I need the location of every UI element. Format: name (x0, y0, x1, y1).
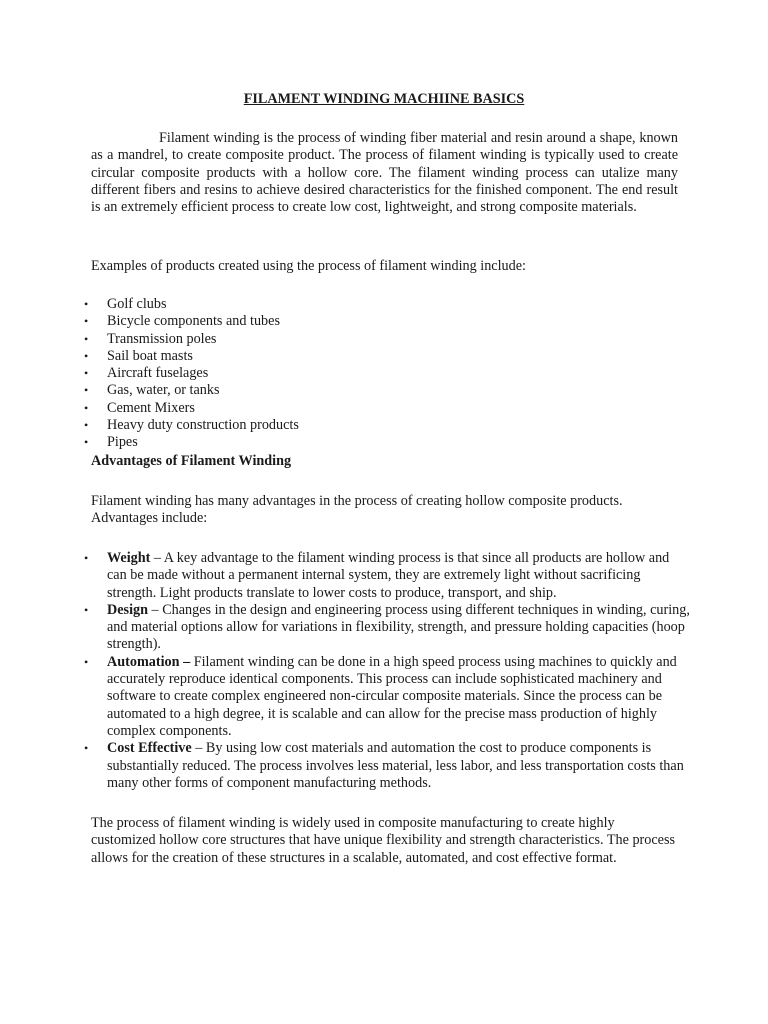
advantage-text: – A key advantage to the filament winding process is that since all products are hollow and can be made without a permanent internal system, they are extremely light without sacrificing strength. Light products translate to lower costs to produce, transport, and ship. (107, 550, 670, 601)
document-title: FILAMENT WINDING MACHIINE BASICS (243, 91, 525, 107)
bullet-icon: • (84, 435, 89, 450)
bullet-icon: • (84, 654, 89, 669)
bullet-icon: • (84, 331, 89, 346)
list-item: • Golf clubs (84, 296, 167, 312)
bullet-icon: • (84, 297, 89, 311)
bullet-icon: • (84, 383, 89, 398)
examples-intro: Examples of products created using the process of filament winding include: (91, 258, 526, 274)
advantage-text: Filament winding can be done in a high speed process using machines to quickly and accurately reproduce identical components. This process can include sophisticated machinery and software to create complex engineered non-circular composite materials. Since the process can be automated to a high degree, it is scalable and can allow for the precise mass production of highly complex components. (107, 653, 677, 739)
advantages-heading: Advantages of Filament Winding (91, 453, 292, 469)
advantage-term: Weight (107, 550, 151, 566)
list-item: • Cement Mixers (84, 399, 195, 416)
advantage-term: Design (107, 601, 148, 618)
advantage-item-design (0, 602, 690, 654)
closing-paragraph: The process of filament winding is widely used in composite manufacturing to create highly customized hollow core structures that have unique flexibility and strength characteristics. The process allows for the creation of these structures in a scalable, automated, and cost effective format. (91, 815, 676, 866)
list-item: • Heavy duty construction products (84, 417, 299, 434)
intro-paragraph: Filament winding is the process of winding fiber material and resin around a shape, known as a mandrel, to create composite product. The process of filament winding is typically used to create circular composite products with a hollow core. The filament winding process can utalize many different fibers and resins to achieve desired characteristics for the finished component. The end result is an extremely efficient process to create low cost, lightweight, and strong composite materials. (91, 130, 678, 216)
bullet-icon: • (84, 400, 89, 415)
advantages-list (0, 550, 690, 792)
bullet-icon: • (84, 366, 89, 381)
advantage-term: Cost Effective (107, 740, 192, 757)
bullet-icon: • (84, 314, 89, 329)
bullet-icon: • (84, 551, 89, 565)
advantage-text: – Changes in the design and engineering process using different techniques in winding, curing, and material options allow for variations in flexibility, strength, and pressure holding capacities (hoop strength). (107, 601, 690, 653)
list-item: • Sail boat masts (84, 347, 193, 364)
advantage-text: – By using low cost materials and automation the cost to produce components is substantially reduced. The process involves less material, less labor, and less transportation costs than many other forms of component manufacturing methods. (107, 740, 684, 791)
list-item: • Bicycle components and tubes (84, 313, 280, 330)
advantage-item-automation (0, 654, 690, 740)
bullet-icon: • (84, 602, 89, 617)
list-item: • Gas, water, or tanks (84, 382, 220, 399)
bullet-icon: • (84, 741, 89, 756)
advantage-term: Automation – (107, 653, 191, 670)
list-item: • Aircraft fuselages (84, 365, 209, 382)
advantage-item-cost-effective (0, 740, 690, 792)
bullet-icon: • (84, 348, 89, 363)
examples-list (0, 296, 299, 452)
advantages-intro: Filament winding has many advantages in the process of creating hollow composite products. Advantages include: (91, 493, 623, 527)
list-item: • Pipes (84, 434, 138, 451)
list-item: • Transmission poles (84, 330, 217, 347)
advantage-item-weight (0, 550, 690, 602)
bullet-icon: • (84, 418, 89, 433)
